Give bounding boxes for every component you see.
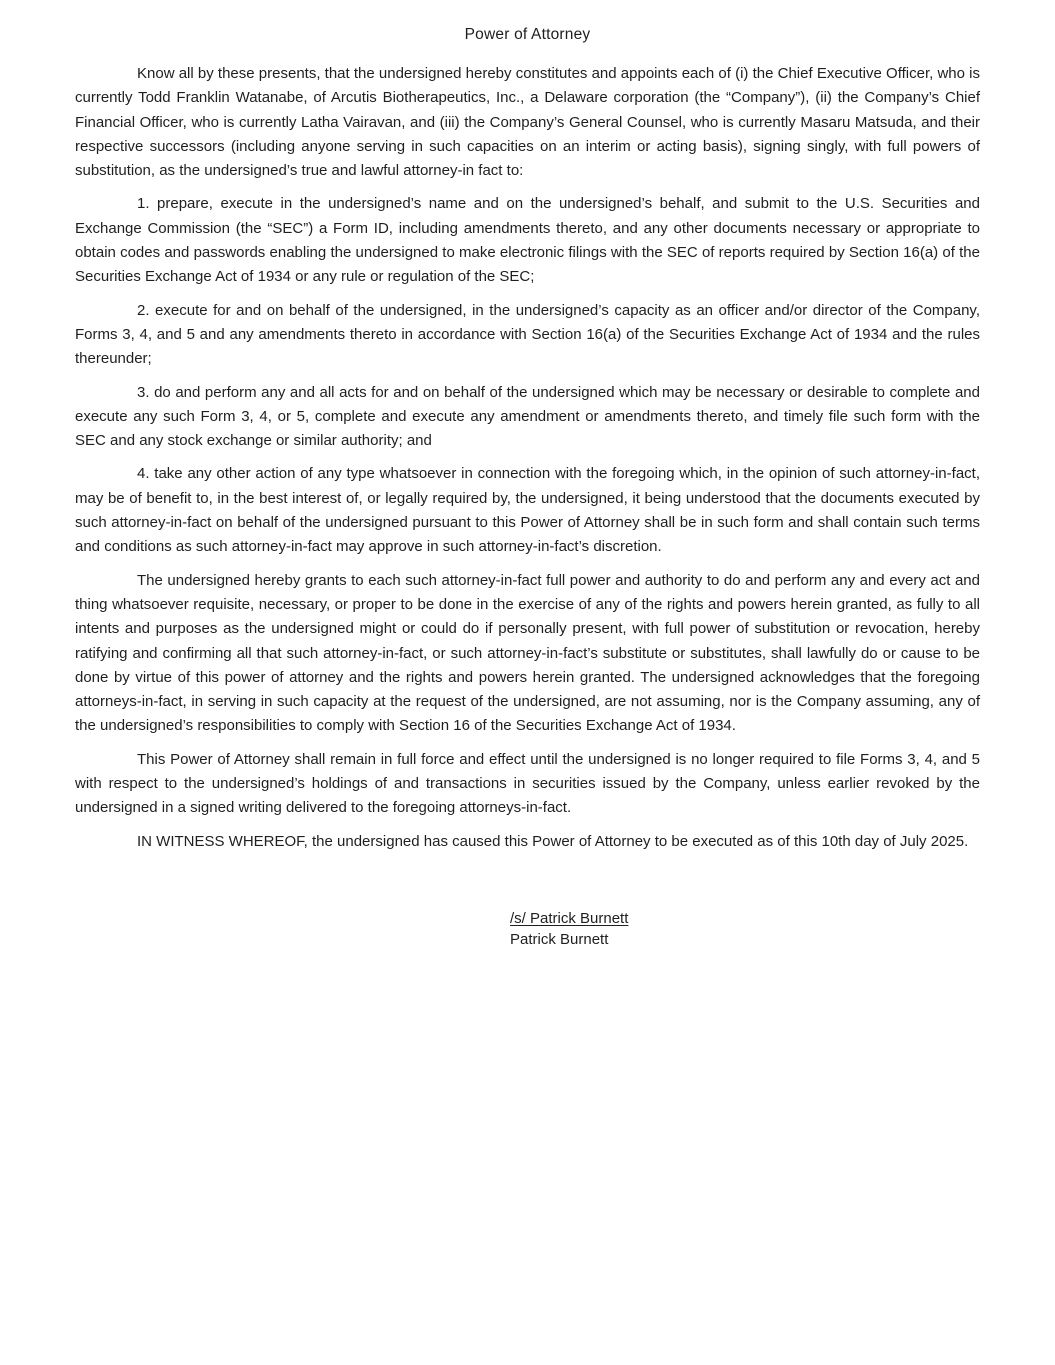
- paragraph-item-3: 3. do and perform any and all acts for and on behalf of the undersigned which may be necessary or desirable to complete and execute any such Form 3, 4, or 5, complete and execute any amendment or amendments thereto, and timely file such form with the SEC and any stock exchange or similar authority; and: [75, 383, 980, 450]
- paragraph-item-2: 2. execute for and on behalf of the undersigned, in the undersigned’s capacity as an officer and/or director of the Company, Forms 3, 4, and 5 and any amendments thereto in accordance with Section 16(a) of the Securities Exchange Act of 1934 and the rules thereunder;: [75, 301, 980, 368]
- signature-line: /s/ Patrick Burnett: [510, 909, 629, 927]
- paragraph-item-1: 1. prepare, execute in the undersigned’s name and on the undersigned’s behalf, and submit to the U.S. Securities and Exchange Commission (the “SEC”) a Form ID, including amendments thereto, and any other documents necessary or appropriate to obtain codes and passwords enabling the undersigned to make electronic filings with the SEC of reports required by Section 16(a) of the Securities Exchange Act of 1934 or any rule or regulation of the SEC;: [75, 195, 980, 286]
- paragraph-item-4: 4. take any other action of any type whatsoever in connection with the foregoing which, in the opinion of such attorney-in-fact, may be of benefit to, in the best interest of, or legally required by, the undersigned, it being understood that the documents executed by such attorney-in-fact on behalf of the undersigned pursuant to this Power of Attorney shall be in such form and shall contain such terms and conditions as such attorney-in-fact may approve in such attorney-in-fact’s discretion.: [75, 465, 980, 556]
- paragraph-witness: IN WITNESS WHEREOF, the undersigned has caused this Power of Attorney to be executed as of this 10th day of July 2025.: [137, 832, 969, 850]
- document-title: Power of Attorney: [464, 26, 591, 43]
- paragraph-intro: Know all by these presents, that the undersigned hereby constitutes and appoints each of (i) the Chief Executive Officer, who is currently Todd Franklin Watanabe, of Arcutis Biotherapeutics, Inc., a Delaware corporation (the “Company”), (ii) the Company’s Chief Financial Officer, who is currently Latha Vairavan, and (iii) the Company’s General Counsel, who is currently Masaru Matsuda, and their respective successors (including anyone serving in such capacities on an interim or acting basis), signing singly, with full powers of substitution, as the undersigned’s true and lawful attorney-in fact to:: [75, 65, 980, 180]
- paragraph-duration: This Power of Attorney shall remain in full force and effect until the undersigned is no longer required to file Forms 3, 4, and 5 with respect to the undersigned’s holdings of and transactions in securities issued by the Company, unless earlier revoked by the undersigned in a signed writing delivered to the foregoing attorneys-in-fact.: [75, 750, 980, 817]
- paragraph-grant-of-authority: The undersigned hereby grants to each such attorney-in-fact full power and authority to do and perform any and every act and thing whatsoever requisite, necessary, or proper to be done in the exercise of any of the rights and powers herein granted, as fully to all intents and purposes as the undersigned might or could do if personally present, with full power of substitution or revocation, hereby ratifying and confirming all that such attorney-in-fact, or such attorney-in-fact’s substitute or substitutes, shall lawfully do or cause to be done by virtue of this power of attorney and the rights and powers herein granted. The undersigned acknowledges that the foregoing attorneys-in-fact, in serving in such capacity at the request of the undersigned, are not assuming, nor is the Company assuming, any of the undersigned’s responsibilities to comply with Section 16 of the Securities Exchange Act of 1934.: [75, 571, 980, 735]
- signatory-name: Patrick Burnett: [510, 930, 609, 948]
- signature-block: [510, 908, 980, 950]
